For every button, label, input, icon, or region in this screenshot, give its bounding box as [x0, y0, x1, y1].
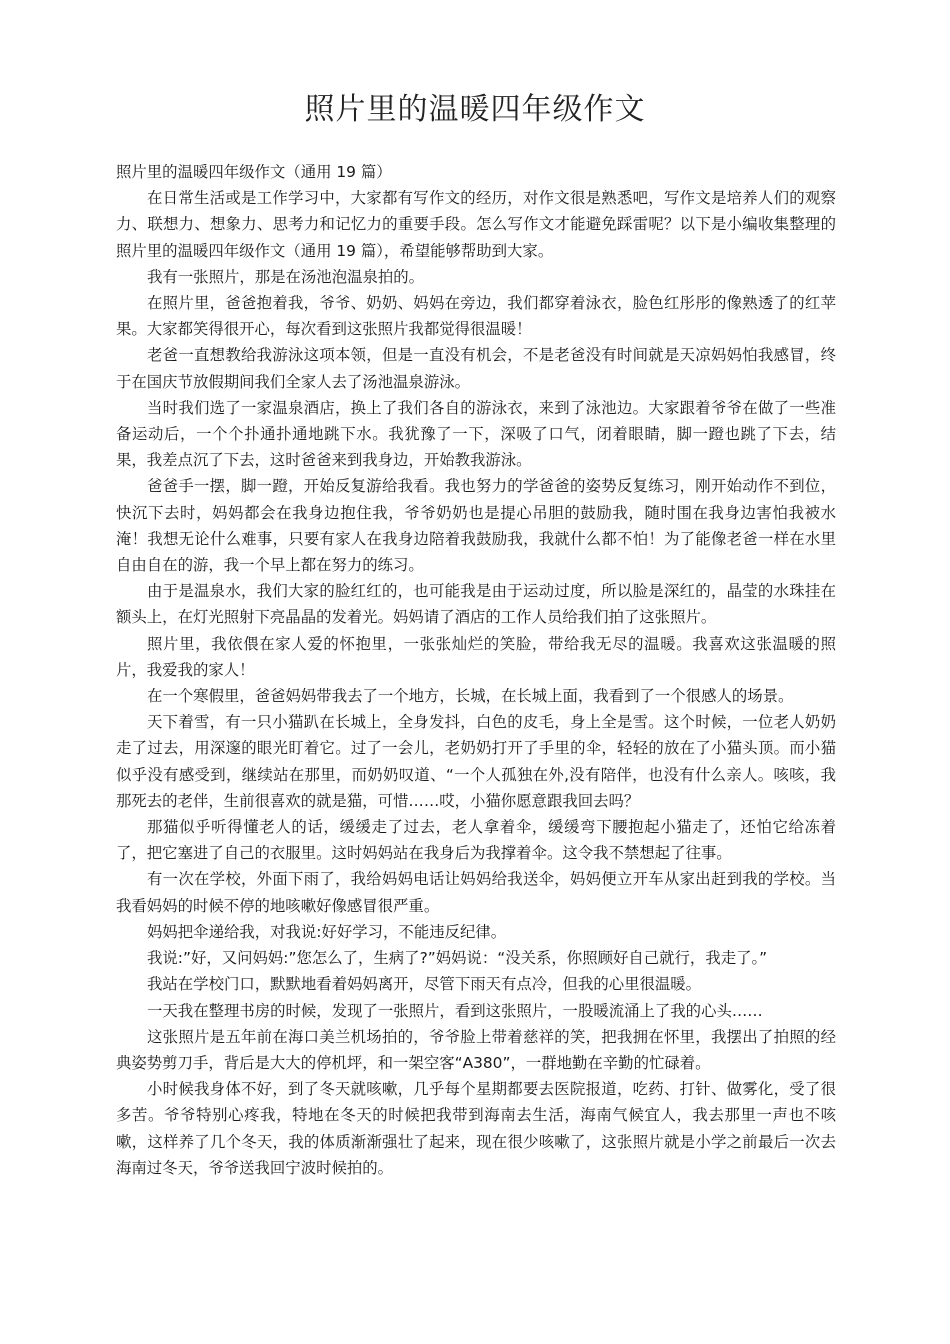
paragraph: 爸爸手一摆，脚一蹬，开始反复游给我看。我也努力的学爸爸的姿势反复练习，刚开始动作不到位，快沉下去时，妈妈都会在我身边抱住我，爷爷奶奶也是提心吊胆的鼓励我，随时围在我身边害怕我被水淹！我想无论什么难事，只要有家人在我身边陪着我鼓励我，我就什么都不怕！为了能像老爸一样在水里自由自在的游，我一个早上都在努力的练习。: [116, 477, 836, 575]
subtitle-line: 照片里的温暖四年级作文（通用 19 篇）: [116, 163, 392, 181]
paragraph: 当时我们选了一家温泉酒店，换上了我们各自的游泳衣，来到了泳池边。大家跟着爷爷在做了一些准备运动后，一个个扑通扑通地跳下水。我犹豫了一下，深吸了口气，闭着眼睛，脚一蹬也跳了下去，结果，我差点沉了下去，这时爸爸来到我身边，开始教我游泳。: [116, 398, 836, 470]
document-title: 照片里的温暖四年级作文: [304, 92, 646, 127]
paragraph: 我站在学校门口，默默地看着妈妈离开，尽管下雨天有点冷，但我的心里很温暖。: [147, 975, 702, 994]
paragraph: 由于是温泉水，我们大家的脸红红的，也可能我是由于运动过度，所以脸是深红的，晶莹的水珠挂在额头上，在灯光照射下亮晶晶的发着光。妈妈请了酒店的工作人员给我们拍了这张照片。: [116, 582, 836, 627]
paragraph: 在日常生活或是工作学习中，大家都有写作文的经历，对作文很是熟悉吧，写作文是培养人们的观察力、联想力、想象力、思考力和记忆力的重要手段。怎么写作文才能避免踩雷呢？以下是小编收集整理的照片里的温暖四年级作文（通用 19 篇），希望能够帮助到大家。: [116, 189, 836, 260]
paragraph: 有一次在学校，外面下雨了，我给妈妈电话让妈妈给我送伞，妈妈便立开车从家出赶到我的学校。当我看妈妈的时候不停的地咳嗽好像感冒很严重。: [116, 870, 836, 915]
paragraph: 那猫似乎听得懂老人的话，缓缓走了过去，老人拿着伞，缓缓弯下腰抱起小猫走了，还怕它给冻着了，把它塞进了自己的衣服里。这时妈妈站在我身后为我撑着伞。这令我不禁想起了往事。: [116, 818, 836, 863]
paragraph: 老爸一直想教给我游泳这项本领，但是一直没有机会，不是老爸没有时间就是天凉妈妈怕我感冒，终于在国庆节放假期间我们全家人去了汤池温泉游泳。: [116, 346, 836, 391]
paragraph: 我有一张照片，那是在汤池泡温泉拍的。: [147, 267, 425, 286]
paragraph: 照片里，我依偎在家人爱的怀抱里，一张张灿烂的笑脸，带给我无尽的温暖。我喜欢这张温暖的照片，我爱我的家人！: [116, 634, 836, 679]
paragraph: 妈妈把伞递给我，对我说:好好学习，不能违反纪律。: [147, 922, 507, 941]
paragraph: 天下着雪，有一只小猫趴在长城上，全身发抖，白色的皮毛，身上全是雪。这个时候，一位老人奶奶走了过去，用深邃的眼光盯着它。过了一会儿，老奶奶打开了手里的伞，轻轻的放在了小猫头顶。而小猫似乎没有感受到，继续站在那里，而奶奶叹道、“一个人孤独在外,没有陪伴，也没有什么亲人。咳咳，我那死去的老伴，生前很喜欢的就是猫，可惜……哎，小猫你愿意跟我回去吗？: [116, 713, 836, 810]
paragraph: 一天我在整理书房的时候，发现了一张照片，看到这张照片，一股暖流涌上了我的心头……: [147, 1001, 763, 1020]
paragraph: 我说:”好，又问妈妈:”您怎么了，生病了?”妈妈说：“没关系，你照顾好自己就行，我走了。”: [147, 949, 768, 968]
paragraph: 这张照片是五年前在海口美兰机场拍的，爷爷脸上带着慈祥的笑，把我拥在怀里，我摆出了拍照的经典姿势剪刀手，背后是大大的停机坪，和一架空客“A380”，一群地勤在辛勤的忙碌着。: [116, 1027, 836, 1072]
paragraph: 在照片里，爸爸抱着我，爷爷、奶奶、妈妈在旁边，我们都穿着泳衣，脸色红彤彤的像熟透了的红苹果。大家都笑得很开心，每次看到这张照片我都觉得很温暖！: [116, 294, 836, 339]
document-body: [116, 159, 836, 1181]
paragraph: 小时候我身体不好，到了冬天就咳嗽，几乎每个星期都要去医院报道，吃药、打针、做雾化，受了很多苦。爷爷特别心疼我，特地在冬天的时候把我带到海南去生活，海南气候宜人，我去那里一声也不咳嗽，这样养了几个冬天，我的体质渐渐强壮了起来，现在很少咳嗽了，这张照片就是小学之前最后一次去海南过冬天，爷爷送我回宁波时候拍的。: [116, 1080, 836, 1177]
paragraph: 在一个寒假里，爸爸妈妈带我去了一个地方，长城，在长城上面，我看到了一个很感人的场景。: [147, 687, 794, 706]
